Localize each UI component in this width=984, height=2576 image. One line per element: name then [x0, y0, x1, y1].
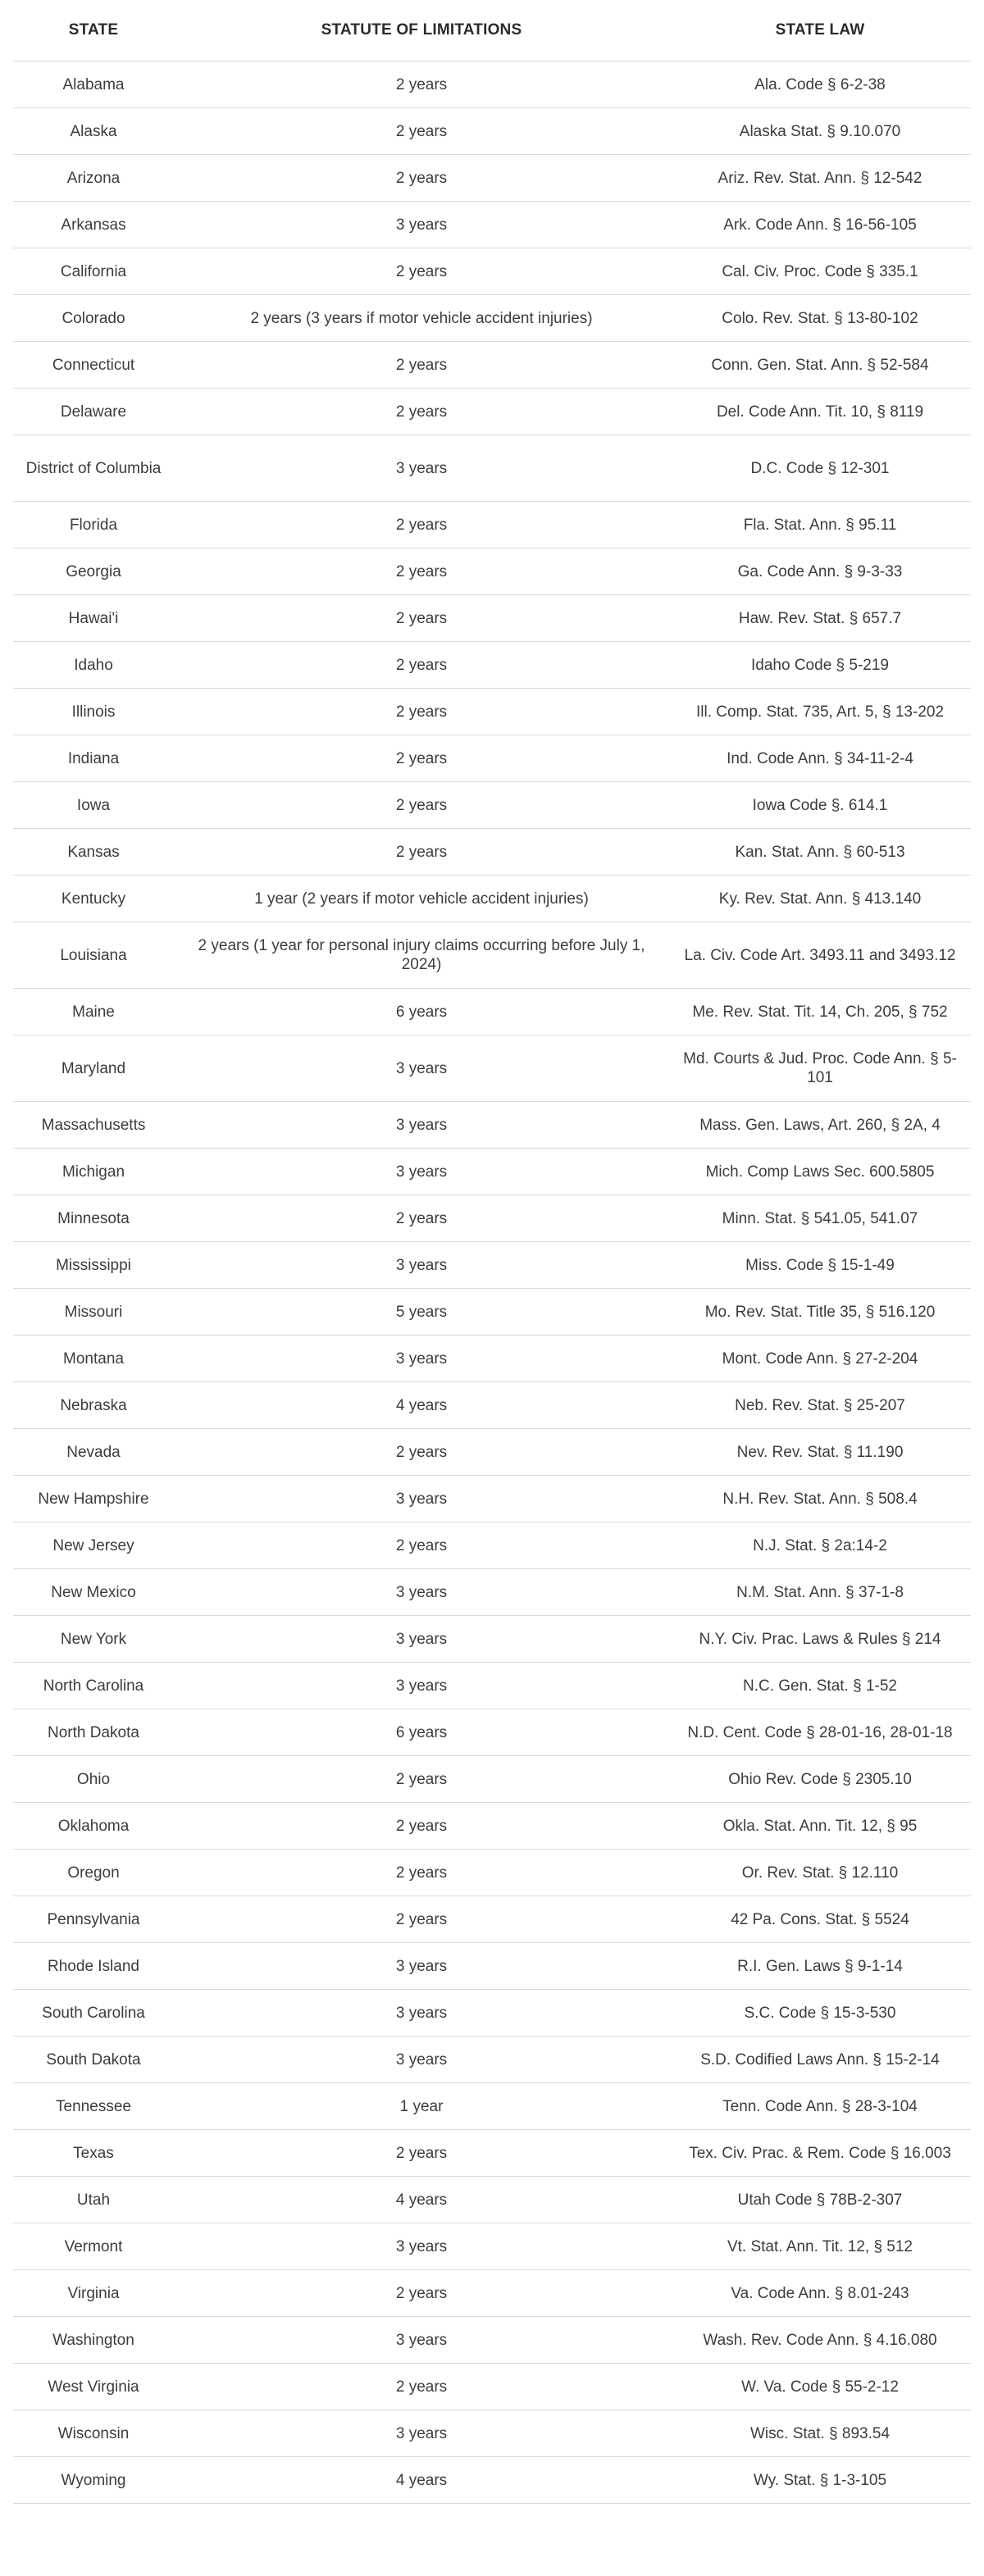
- table-row: [13, 2037, 971, 2083]
- state-cell: North Dakota: [13, 1709, 174, 1756]
- statute-cell: 3 years: [174, 1102, 669, 1149]
- table-row: [13, 1803, 971, 1850]
- state-law-cell: Cal. Civ. Proc. Code § 335.1: [669, 248, 971, 295]
- state-law-cell: Wisc. Stat. § 893.54: [669, 2410, 971, 2457]
- table-row: [13, 1149, 971, 1195]
- table-row: [13, 2364, 971, 2410]
- state-law-cell: Colo. Rev. Stat. § 13-80-102: [669, 295, 971, 342]
- state-law-cell: N.H. Rev. Stat. Ann. § 508.4: [669, 1476, 971, 1522]
- table-row: [13, 876, 971, 922]
- state-law-cell: Del. Code Ann. Tit. 10, § 8119: [669, 389, 971, 435]
- table-row: [13, 1289, 971, 1336]
- state-law-cell: Iowa Code §. 614.1: [669, 782, 971, 829]
- statute-cell: 5 years: [174, 1289, 669, 1336]
- table-row: [13, 2177, 971, 2223]
- table-row: [13, 108, 971, 155]
- statute-cell: 3 years: [174, 1569, 669, 1616]
- state-cell: Nevada: [13, 1429, 174, 1476]
- table-row: [13, 1850, 971, 1896]
- state-cell: Idaho: [13, 642, 174, 689]
- table-row: [13, 2223, 971, 2270]
- table-row: [13, 248, 971, 295]
- state-cell: Virginia: [13, 2270, 174, 2317]
- table-row: [13, 435, 971, 502]
- statute-cell: 2 years: [174, 1429, 669, 1476]
- statute-cell: 2 years: [174, 735, 669, 782]
- table-row: [13, 1990, 971, 2037]
- state-cell: Hawai'i: [13, 595, 174, 642]
- table-row: [13, 2270, 971, 2317]
- state-cell: California: [13, 248, 174, 295]
- statute-cell: 2 years: [174, 389, 669, 435]
- table-row: [13, 642, 971, 689]
- statute-table: [13, 0, 971, 2504]
- table-row: [13, 342, 971, 389]
- state-cell: District of Columbia: [13, 435, 174, 502]
- state-cell: Wyoming: [13, 2457, 174, 2504]
- table-row: [13, 595, 971, 642]
- state-cell: Alaska: [13, 108, 174, 155]
- statute-cell: 3 years: [174, 1476, 669, 1522]
- state-law-cell: Or. Rev. Stat. § 12.110: [669, 1850, 971, 1896]
- table-row: [13, 1943, 971, 1990]
- table-row: [13, 2457, 971, 2504]
- state-cell: South Dakota: [13, 2037, 174, 2083]
- state-law-cell: N.D. Cent. Code § 28-01-16, 28-01-18: [669, 1709, 971, 1756]
- statute-cell: 4 years: [174, 2177, 669, 2223]
- statute-cell: 2 years: [174, 1756, 669, 1803]
- statute-cell: 3 years: [174, 1336, 669, 1382]
- state-law-cell: Tenn. Code Ann. § 28-3-104: [669, 2083, 971, 2130]
- table-row: [13, 829, 971, 876]
- statute-cell: 3 years: [174, 1943, 669, 1990]
- table-row: [13, 1616, 971, 1663]
- state-law-cell: Va. Code Ann. § 8.01-243: [669, 2270, 971, 2317]
- statute-cell: 4 years: [174, 2457, 669, 2504]
- table-row: [13, 548, 971, 595]
- table-row: [13, 1569, 971, 1616]
- state-law-cell: Mass. Gen. Laws, Art. 260, § 2A, 4: [669, 1102, 971, 1149]
- state-law-cell: W. Va. Code § 55-2-12: [669, 2364, 971, 2410]
- state-cell: Montana: [13, 1336, 174, 1382]
- state-cell: Delaware: [13, 389, 174, 435]
- table-row: [13, 1663, 971, 1709]
- statute-cell: 2 years: [174, 502, 669, 548]
- state-law-cell: N.J. Stat. § 2a:14-2: [669, 1522, 971, 1569]
- state-cell: New Mexico: [13, 1569, 174, 1616]
- state-cell: New Jersey: [13, 1522, 174, 1569]
- state-cell: Texas: [13, 2130, 174, 2177]
- statute-cell: 2 years: [174, 642, 669, 689]
- state-law-cell: R.I. Gen. Laws § 9-1-14: [669, 1943, 971, 1990]
- table-row: [13, 1429, 971, 1476]
- state-cell: Minnesota: [13, 1195, 174, 1242]
- state-cell: Wisconsin: [13, 2410, 174, 2457]
- table-row: [13, 735, 971, 782]
- statute-cell: 2 years (3 years if motor vehicle accident injuries): [174, 295, 669, 342]
- table-row: [13, 1522, 971, 1569]
- state-cell: New York: [13, 1616, 174, 1663]
- state-law-cell: Neb. Rev. Stat. § 25-207: [669, 1382, 971, 1429]
- header-statute-of-limitations: STATUTE OF LIMITATIONS: [174, 0, 669, 61]
- statute-cell: 2 years: [174, 61, 669, 108]
- state-cell: Georgia: [13, 548, 174, 595]
- table-row: [13, 1035, 971, 1102]
- statute-cell: 6 years: [174, 989, 669, 1035]
- state-cell: Vermont: [13, 2223, 174, 2270]
- state-cell: South Carolina: [13, 1990, 174, 2037]
- table-row: [13, 502, 971, 548]
- state-cell: Kentucky: [13, 876, 174, 922]
- table-row: [13, 202, 971, 248]
- statute-cell: 2 years: [174, 595, 669, 642]
- table-row: [13, 61, 971, 108]
- state-law-cell: Utah Code § 78B-2-307: [669, 2177, 971, 2223]
- state-law-cell: Haw. Rev. Stat. § 657.7: [669, 595, 971, 642]
- state-law-cell: Ariz. Rev. Stat. Ann. § 12-542: [669, 155, 971, 202]
- table-row: [13, 1336, 971, 1382]
- table-row: [13, 1896, 971, 1943]
- statute-cell: 2 years: [174, 2130, 669, 2177]
- statute-cell: 2 years: [174, 1850, 669, 1896]
- state-law-cell: Mich. Comp Laws Sec. 600.5805: [669, 1149, 971, 1195]
- table-body: [13, 61, 971, 2504]
- header-state-law: STATE LAW: [669, 0, 971, 61]
- table-row: [13, 1242, 971, 1289]
- table-row: [13, 689, 971, 735]
- state-law-cell: Ky. Rev. Stat. Ann. § 413.140: [669, 876, 971, 922]
- statute-cell: 3 years: [174, 1242, 669, 1289]
- state-cell: Massachusetts: [13, 1102, 174, 1149]
- table-row: [13, 295, 971, 342]
- table-row: [13, 1756, 971, 1803]
- state-law-cell: Nev. Rev. Stat. § 11.190: [669, 1429, 971, 1476]
- statute-cell: 3 years: [174, 2410, 669, 2457]
- state-cell: Florida: [13, 502, 174, 548]
- state-law-cell: Tex. Civ. Prac. & Rem. Code § 16.003: [669, 2130, 971, 2177]
- statute-cell: 2 years: [174, 2364, 669, 2410]
- state-law-cell: Idaho Code § 5-219: [669, 642, 971, 689]
- state-law-cell: N.Y. Civ. Prac. Laws & Rules § 214: [669, 1616, 971, 1663]
- state-law-cell: S.C. Code § 15-3-530: [669, 1990, 971, 2037]
- statute-cell: 1 year: [174, 2083, 669, 2130]
- statute-cell: 3 years: [174, 1149, 669, 1195]
- statute-cell: 3 years: [174, 2223, 669, 2270]
- state-law-cell: Conn. Gen. Stat. Ann. § 52-584: [669, 342, 971, 389]
- statute-cell: 6 years: [174, 1709, 669, 1756]
- table-row: [13, 2410, 971, 2457]
- table-row: [13, 922, 971, 989]
- statute-cell: 2 years: [174, 248, 669, 295]
- statute-cell: 2 years: [174, 782, 669, 829]
- state-cell: Alabama: [13, 61, 174, 108]
- state-law-cell: D.C. Code § 12-301: [669, 435, 971, 502]
- state-cell: Arkansas: [13, 202, 174, 248]
- statute-cell: 2 years: [174, 342, 669, 389]
- statute-cell: 3 years: [174, 2317, 669, 2364]
- statute-cell: 3 years: [174, 435, 669, 502]
- state-law-cell: Ohio Rev. Code § 2305.10: [669, 1756, 971, 1803]
- state-law-cell: Wash. Rev. Code Ann. § 4.16.080: [669, 2317, 971, 2364]
- state-law-cell: 42 Pa. Cons. Stat. § 5524: [669, 1896, 971, 1943]
- statute-cell: 3 years: [174, 202, 669, 248]
- statute-cell: 4 years: [174, 1382, 669, 1429]
- statute-cell: 3 years: [174, 1990, 669, 2037]
- statute-cell: 2 years (1 year for personal injury claims occurring before July 1, 2024): [174, 922, 669, 989]
- table-header: [13, 0, 971, 61]
- state-cell: Illinois: [13, 689, 174, 735]
- state-law-cell: Mo. Rev. Stat. Title 35, § 516.120: [669, 1289, 971, 1336]
- state-cell: Utah: [13, 2177, 174, 2223]
- state-law-cell: Ga. Code Ann. § 9-3-33: [669, 548, 971, 595]
- state-cell: Indiana: [13, 735, 174, 782]
- state-cell: Connecticut: [13, 342, 174, 389]
- statute-cell: 2 years: [174, 1803, 669, 1850]
- state-cell: North Carolina: [13, 1663, 174, 1709]
- state-cell: Louisiana: [13, 922, 174, 989]
- state-law-cell: Kan. Stat. Ann. § 60-513: [669, 829, 971, 876]
- table-row: [13, 155, 971, 202]
- table-row: [13, 1476, 971, 1522]
- statute-cell: 2 years: [174, 1522, 669, 1569]
- statute-cell: 2 years: [174, 1896, 669, 1943]
- state-cell: Maine: [13, 989, 174, 1035]
- state-cell: Ohio: [13, 1756, 174, 1803]
- state-cell: Tennessee: [13, 2083, 174, 2130]
- statute-cell: 1 year (2 years if motor vehicle accident injuries): [174, 876, 669, 922]
- state-cell: Arizona: [13, 155, 174, 202]
- state-cell: Colorado: [13, 295, 174, 342]
- state-law-cell: La. Civ. Code Art. 3493.11 and 3493.12: [669, 922, 971, 989]
- statute-cell: 2 years: [174, 108, 669, 155]
- state-law-cell: Ill. Comp. Stat. 735, Art. 5, § 13-202: [669, 689, 971, 735]
- table-row: [13, 1195, 971, 1242]
- state-law-cell: Miss. Code § 15-1-49: [669, 1242, 971, 1289]
- state-cell: West Virginia: [13, 2364, 174, 2410]
- state-cell: Washington: [13, 2317, 174, 2364]
- table-row: [13, 2083, 971, 2130]
- state-cell: Kansas: [13, 829, 174, 876]
- state-cell: Maryland: [13, 1035, 174, 1102]
- statute-cell: 2 years: [174, 2270, 669, 2317]
- state-law-cell: Alaska Stat. § 9.10.070: [669, 108, 971, 155]
- state-law-cell: N.M. Stat. Ann. § 37-1-8: [669, 1569, 971, 1616]
- statute-cell: 3 years: [174, 1663, 669, 1709]
- state-law-cell: S.D. Codified Laws Ann. § 15-2-14: [669, 2037, 971, 2083]
- state-law-cell: Wy. Stat. § 1-3-105: [669, 2457, 971, 2504]
- state-cell: Oregon: [13, 1850, 174, 1896]
- statute-cell: 2 years: [174, 548, 669, 595]
- statute-cell: 2 years: [174, 829, 669, 876]
- statute-cell: 3 years: [174, 1616, 669, 1663]
- statute-cell: 2 years: [174, 155, 669, 202]
- state-cell: Pennsylvania: [13, 1896, 174, 1943]
- table-row: [13, 2130, 971, 2177]
- state-law-cell: N.C. Gen. Stat. § 1-52: [669, 1663, 971, 1709]
- table-row: [13, 1102, 971, 1149]
- table-row: [13, 1382, 971, 1429]
- state-law-cell: Ark. Code Ann. § 16-56-105: [669, 202, 971, 248]
- state-law-cell: Mont. Code Ann. § 27-2-204: [669, 1336, 971, 1382]
- header-row: [13, 0, 971, 61]
- state-law-cell: Ind. Code Ann. § 34-11-2-4: [669, 735, 971, 782]
- table-row: [13, 1709, 971, 1756]
- state-law-cell: Okla. Stat. Ann. Tit. 12, § 95: [669, 1803, 971, 1850]
- state-cell: New Hampshire: [13, 1476, 174, 1522]
- statute-cell: 3 years: [174, 2037, 669, 2083]
- state-law-cell: Me. Rev. Stat. Tit. 14, Ch. 205, § 752: [669, 989, 971, 1035]
- state-cell: Mississippi: [13, 1242, 174, 1289]
- statute-cell: 2 years: [174, 1195, 669, 1242]
- table-row: [13, 989, 971, 1035]
- table-row: [13, 2317, 971, 2364]
- table-row: [13, 782, 971, 829]
- state-cell: Oklahoma: [13, 1803, 174, 1850]
- state-cell: Michigan: [13, 1149, 174, 1195]
- state-law-cell: Ala. Code § 6-2-38: [669, 61, 971, 108]
- state-law-cell: Vt. Stat. Ann. Tit. 12, § 512: [669, 2223, 971, 2270]
- state-cell: Nebraska: [13, 1382, 174, 1429]
- state-cell: Iowa: [13, 782, 174, 829]
- state-law-cell: Minn. Stat. § 541.05, 541.07: [669, 1195, 971, 1242]
- statute-cell: 2 years: [174, 689, 669, 735]
- statute-cell: 3 years: [174, 1035, 669, 1102]
- table-row: [13, 389, 971, 435]
- state-cell: Missouri: [13, 1289, 174, 1336]
- state-law-cell: Md. Courts & Jud. Proc. Code Ann. § 5-101: [669, 1035, 971, 1102]
- state-cell: Rhode Island: [13, 1943, 174, 1990]
- state-law-cell: Fla. Stat. Ann. § 95.11: [669, 502, 971, 548]
- header-state: STATE: [13, 0, 174, 61]
